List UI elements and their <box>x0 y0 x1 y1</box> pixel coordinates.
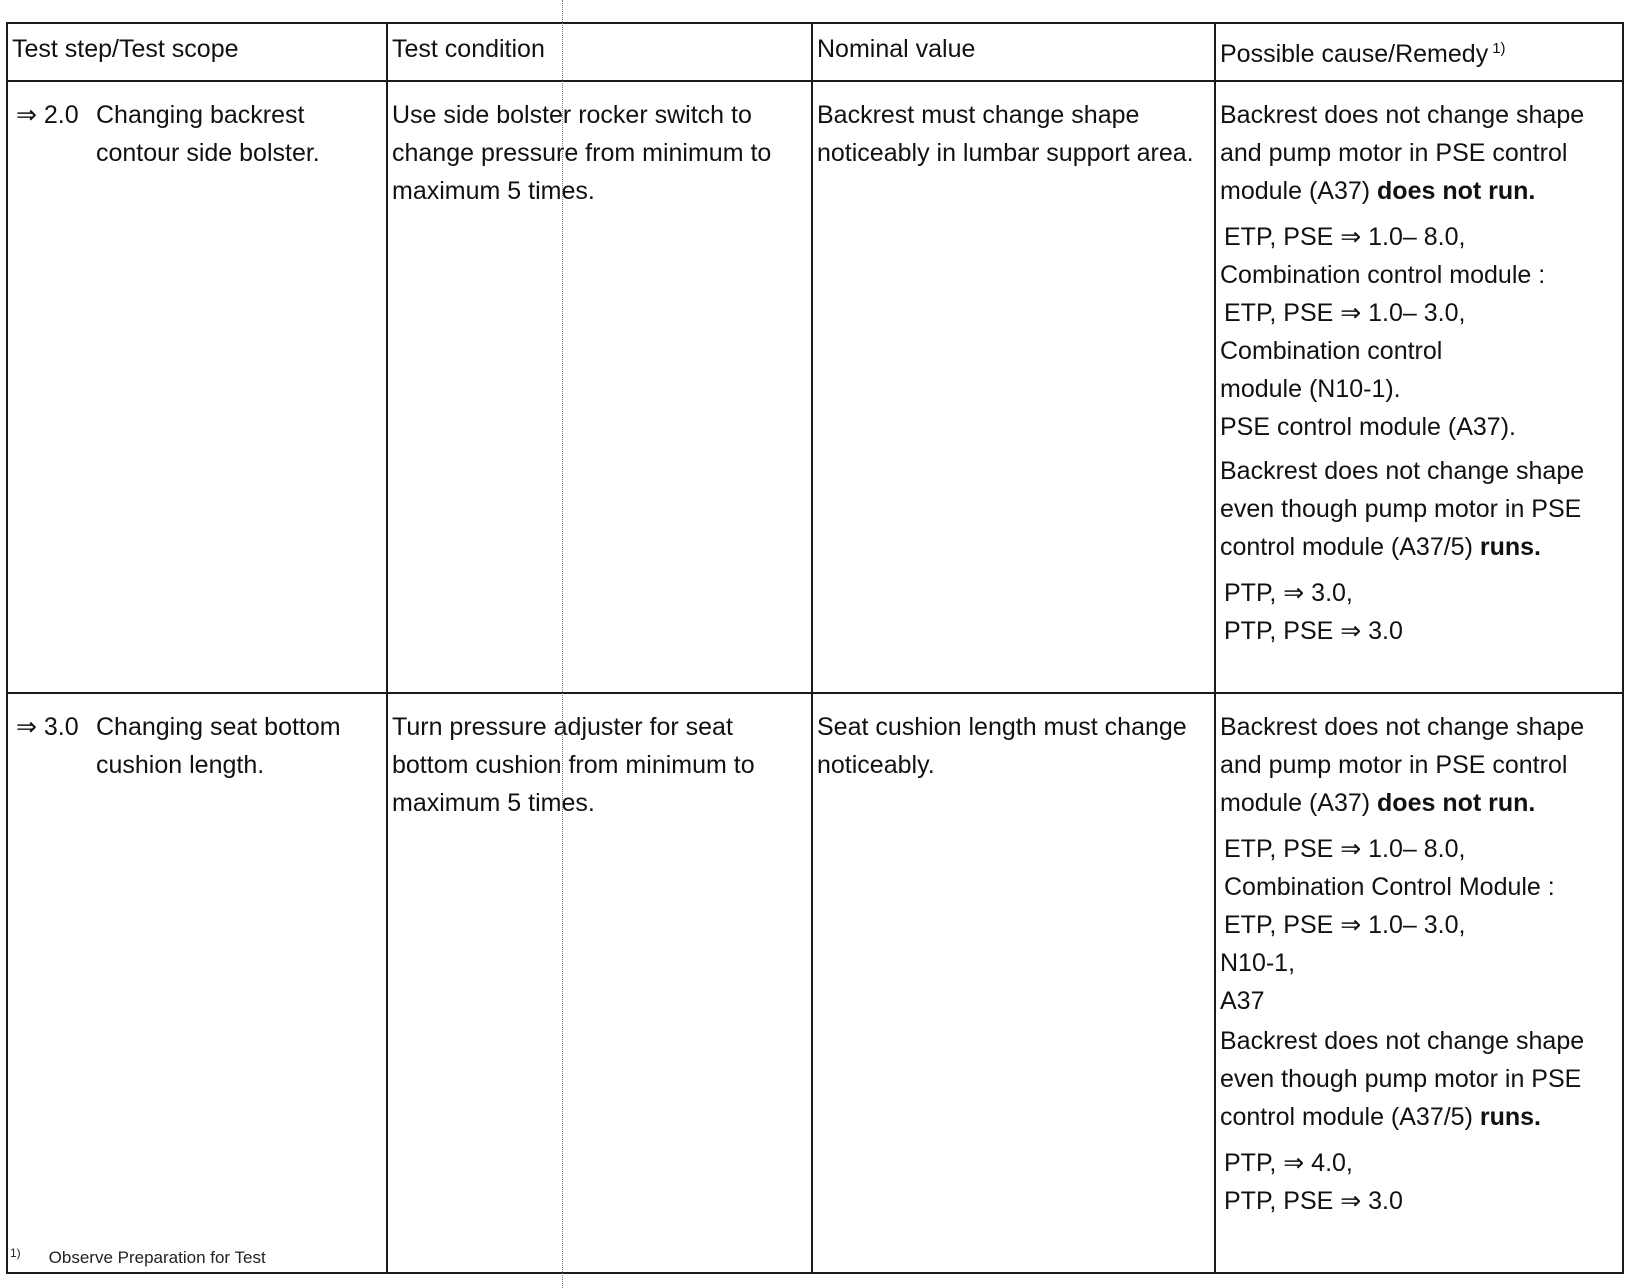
remedy-line: ETP, PSE ⇒ 1.0– 8.0, <box>1224 835 1466 863</box>
table-header-row <box>7 23 1623 81</box>
remedy-line: Combination control <box>1220 337 1443 365</box>
header-test-condition: Test condition <box>387 23 812 81</box>
remedy-line: ETP, PSE ⇒ 1.0– 8.0, <box>1224 223 1466 251</box>
footnote-text: Observe Preparation for Test <box>48 1248 266 1267</box>
table-row <box>7 693 1623 1273</box>
remedy-line: PTP, PSE ⇒ 3.0 <box>1224 617 1403 645</box>
cause-block: Backrest does not change shape even though pump motor in PSE control module (A37/5) runs. <box>1220 457 1585 561</box>
remedy-lines <box>1220 574 1618 650</box>
footnote-reference: 1) <box>1492 40 1506 57</box>
step-scope: Changing backrest contour side bolster. <box>96 101 320 167</box>
scan-artifact-line <box>562 0 563 1288</box>
footnote-marker: 1) <box>10 1246 21 1260</box>
header-test-step: Test step/Test scope <box>7 23 387 81</box>
cause-block: Backrest does not change shape and pump motor in PSE control module (A37) does not run. <box>1220 101 1585 205</box>
test-table <box>6 22 1624 1274</box>
test-step-cell <box>7 81 387 693</box>
remedy-lines <box>1220 1144 1618 1220</box>
remedy-line: PSE control module (A37). <box>1220 413 1516 441</box>
remedy-line: PTP, PSE ⇒ 3.0 <box>1224 1187 1403 1215</box>
remedy-line: A37 <box>1220 987 1265 1015</box>
step-number: ⇒ 2.0 <box>16 101 79 129</box>
remedy-line: ETP, PSE ⇒ 1.0– 3.0, <box>1224 911 1466 939</box>
table-row <box>7 81 1623 693</box>
test-condition-cell: Use side bolster rocker switch to change pressure from minimum to maximum 5 times. <box>387 81 812 693</box>
step-number: ⇒ 3.0 <box>16 713 79 741</box>
cause-block: Backrest does not change shape and pump motor in PSE control module (A37) does not run. <box>1220 713 1585 817</box>
possible-cause-cell <box>1215 81 1623 693</box>
nominal-value-cell: Backrest must change shape noticeably in lumbar support area. <box>812 81 1215 693</box>
test-condition-cell: Turn pressure adjuster for seat bottom cushion from minimum to maximum 5 times. <box>387 693 812 1273</box>
remedy-line: PTP, ⇒ 3.0, <box>1224 579 1353 607</box>
remedy-line: PTP, ⇒ 4.0, <box>1224 1149 1353 1177</box>
remedy-line: Combination control module : <box>1220 261 1546 289</box>
test-step-cell <box>7 693 387 1273</box>
remedy-lines <box>1220 218 1618 446</box>
remedy-line: Combination Control Module : <box>1224 873 1555 901</box>
possible-cause-cell <box>1215 693 1623 1273</box>
header-possible-cause: Possible cause/Remedy $^{1)}$ <box>1215 23 1623 81</box>
remedy-line: N10-1, <box>1220 949 1296 977</box>
nominal-value-cell: Seat cushion length must change noticeably. <box>812 693 1215 1273</box>
remedy-lines <box>1220 830 1618 1020</box>
cause-block: Backrest does not change shape even though pump motor in PSE control module (A37/5) runs. <box>1220 1027 1585 1131</box>
remedy-line: module (N10-1). <box>1220 375 1401 403</box>
header-nominal-value: Nominal value <box>812 23 1215 81</box>
footnote <box>10 1246 266 1268</box>
remedy-line: ETP, PSE ⇒ 1.0– 3.0, <box>1224 299 1466 327</box>
step-scope: Changing seat bottom cushion length. <box>96 713 341 779</box>
